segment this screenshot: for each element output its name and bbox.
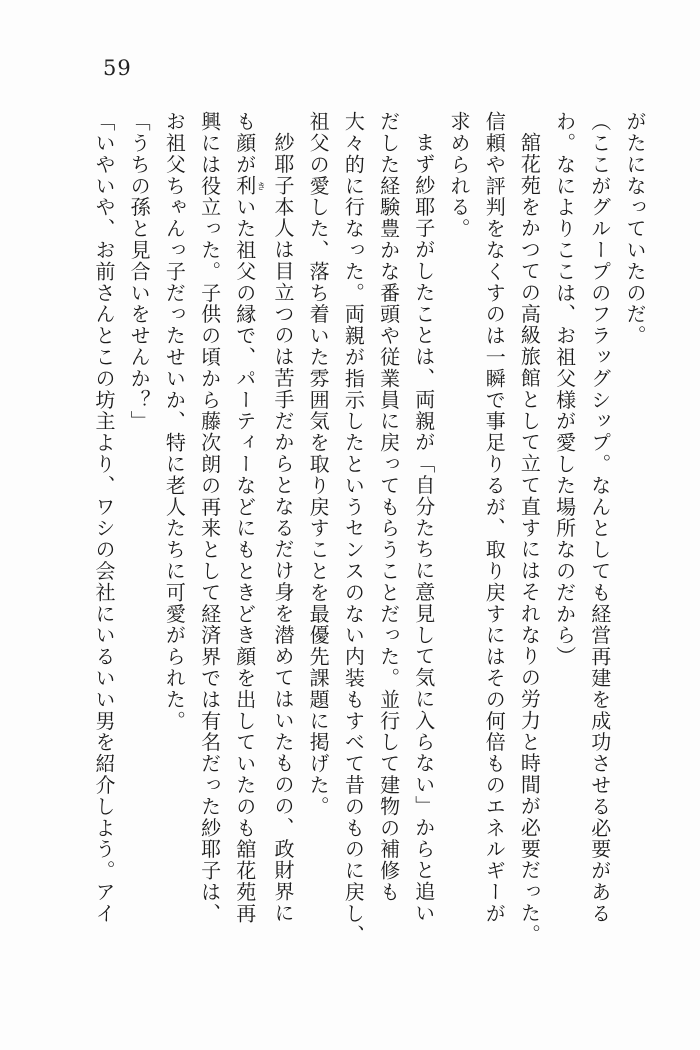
text-column: 信頼や評判をなくすのは一瞬で事足りるが、取り戻すにはその何倍ものエネルギーが [482,111,507,925]
text-column: 興には役立った。子供の頃から藤次朗の再来として経済界では有名だった紗耶子は、 [197,111,222,925]
text-column: 舘花苑をかつての高級旅館として立て直すにはそれなりの労力と時間が必要だった。 [517,132,542,946]
text-column: 祖父の愛した、落ち着いた雰囲気を取り戻すことを最優先課題に掲げた。 [306,111,331,818]
text-column: 「いやいや、お前さんとこの坊主より、ワシの会社にいるいい男を紹介しよう。アイ [91,111,116,925]
text-block [86,111,652,953]
text-column: も顔が利きいた祖父の縁で、パーティーなどにもときどき顔を出していたのも舘花苑再 [232,111,265,925]
text-column: だした経験豊かな番頭や従業員に戻ってもらうことだった。並行して建物の補修も [376,111,401,903]
text-column: お祖父ちゃんっ子だったせいか、特に老人たちに可愛がられた。 [162,111,187,732]
text-column: 求められる。 [446,111,471,240]
text-column: 紗耶子本人は目立つのは苦手だからとなるだけ身を潜めてはいたものの、政財界に [270,132,295,925]
text-column: （ここがグループのフラッグシップ。なんとしても経営再建を成功させる必要がある [587,111,612,925]
text-column: 「うちの孫と見合いをせんか？」 [127,111,152,432]
text-column: わ。なによりここは、お祖父様が愛した場所なのだから） [552,111,577,668]
page-number: 59 [103,56,132,80]
text-column: まず紗耶子がしたことは、両親が「自分たちに意見して気に入らない」からと追い [411,132,436,925]
text-column: 大々的に行なった。両親が指示したというセンスのない内装もすべて昔のものに戻し、 [341,111,366,946]
furigana-annotation: 利き [232,175,265,197]
text-column: がたになっていたのだ。 [623,111,647,347]
